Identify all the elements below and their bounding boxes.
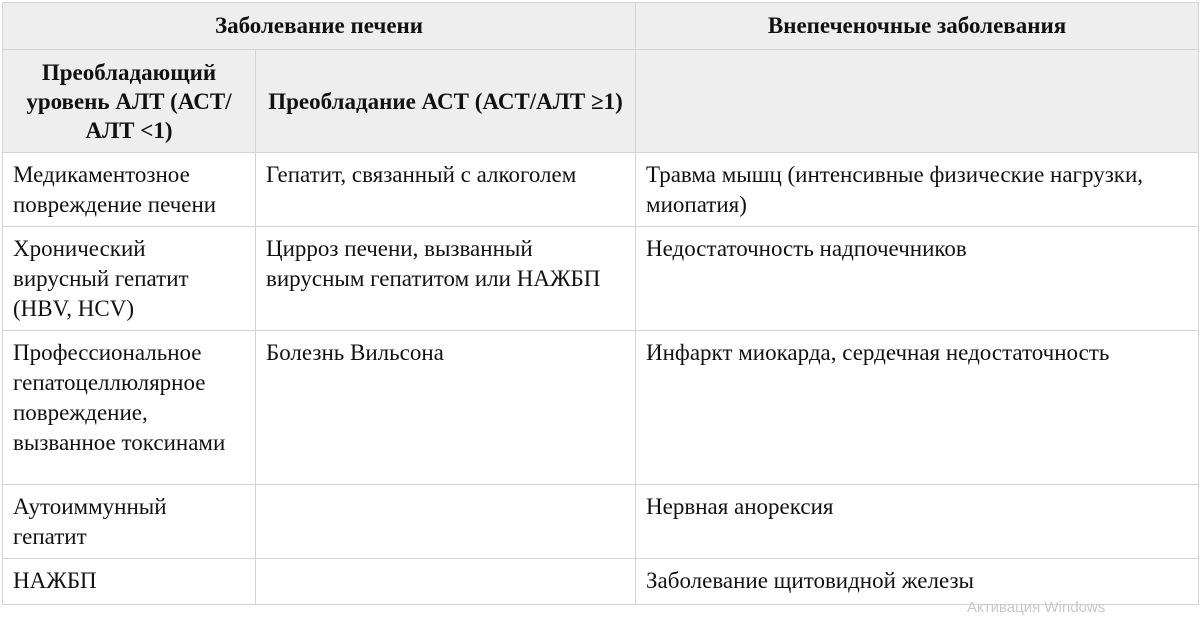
subheader-extrahepatic-empty: [636, 50, 1199, 153]
cell-ast: Болезнь Вильсона: [256, 331, 636, 485]
header-liver-disease: Заболевание печени: [3, 3, 636, 50]
liver-enzymes-table: [2, 2, 1199, 605]
cell-alt: Хронический вирусный гепатит (HBV, HCV): [3, 227, 256, 331]
cell-ast: [256, 485, 636, 559]
subheader-alt-predominant: Преобладающий уровень АЛТ (АСТ/ АЛТ <1): [3, 50, 256, 153]
cell-ast: Цирроз печени, вызванный вирусным гепатитом или НАЖБП: [256, 227, 636, 331]
cell-alt: Аутоиммунный гепатит: [3, 485, 256, 559]
header-extrahepatic-disease: Внепеченочные заболевания: [636, 3, 1199, 50]
cell-ast: [256, 559, 636, 605]
subheader-ast-predominant: Преобладание АСТ (АСТ/АЛТ ≥1): [256, 50, 636, 153]
cell-alt: НАЖБП: [3, 559, 256, 605]
table-header-row: [3, 3, 1199, 50]
cell-extra: Травма мышц (интенсивные физические нагрузки, миопатия): [636, 153, 1199, 227]
cell-extra: Заболевание щитовидной железы: [636, 559, 1199, 605]
table-row: [3, 331, 1199, 485]
cell-extra: Инфаркт миокарда, сердечная недостаточность: [636, 331, 1199, 485]
cell-extra: Недостаточность надпочечников: [636, 227, 1199, 331]
cell-alt: Медикаментозное повреждение печени: [3, 153, 256, 227]
cell-ast: Гепатит, связанный с алкоголем: [256, 153, 636, 227]
cell-extra: Нервная анорексия: [636, 485, 1199, 559]
table-subheader-row: [3, 50, 1199, 153]
table-row: [3, 485, 1199, 559]
windows-activation-watermark: Активация Windows: [967, 599, 1106, 616]
table-row: [3, 227, 1199, 331]
table-row: [3, 559, 1199, 605]
table-row: [3, 153, 1199, 227]
cell-alt: Профессиональное гепатоцеллюлярное повреждение, вызванное токсинами: [3, 331, 256, 485]
